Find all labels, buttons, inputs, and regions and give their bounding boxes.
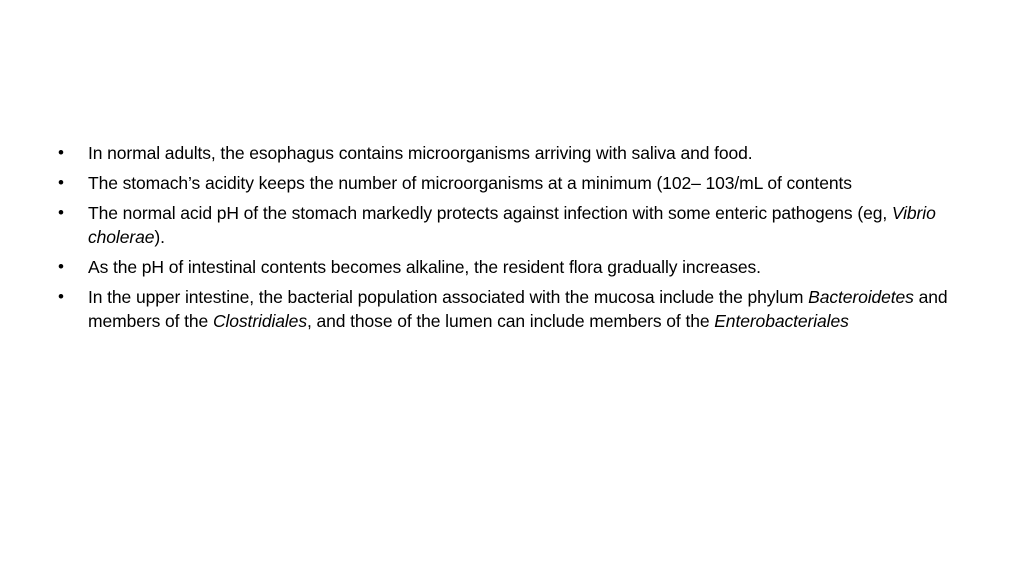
bullet-item-upper-intestine xyxy=(58,285,978,333)
bullet-dot: • xyxy=(58,173,64,192)
bullet-dot: • xyxy=(58,287,64,306)
bullet-dot: • xyxy=(58,257,64,276)
bullet-dot: • xyxy=(58,143,64,162)
order-name: Enterobacteriales xyxy=(714,311,849,331)
bullet-text: As the pH of intestinal contents becomes alkaline, the resident flora gradually increases. xyxy=(88,257,761,277)
bullet-item-stomach-acidity xyxy=(58,171,978,195)
bullet-item-acid-ph xyxy=(58,201,978,249)
bullet-item-intestinal-ph xyxy=(58,255,978,279)
order-name: Clostridiales xyxy=(212,311,307,331)
bullet-text: , and those of the lumen can include members of the xyxy=(306,311,715,331)
bullet-text: The normal acid pH of the stomach markedly protects against infection with some enteric pathogens (eg, xyxy=(88,203,892,223)
bullet-text: In normal adults, the esophagus contains microorganisms arriving with saliva and food. xyxy=(88,143,753,163)
bullet-dot: • xyxy=(58,203,64,222)
bullet-item-esophagus xyxy=(58,141,978,165)
bullet-text: and members of the xyxy=(88,287,948,331)
phylum-name: Bacteroidetes xyxy=(808,287,914,307)
bullet-text: In the upper intestine, the bacterial population associated with the mucosa include the phylum xyxy=(88,287,809,307)
bullet-list xyxy=(58,141,978,339)
species-name: Vibrio cholerae xyxy=(88,203,936,247)
bullet-text: ). xyxy=(154,227,165,247)
bullet-text: The stomach’s acidity keeps the number of microorganisms at a minimum (102– 103/mL of contents xyxy=(88,173,852,193)
